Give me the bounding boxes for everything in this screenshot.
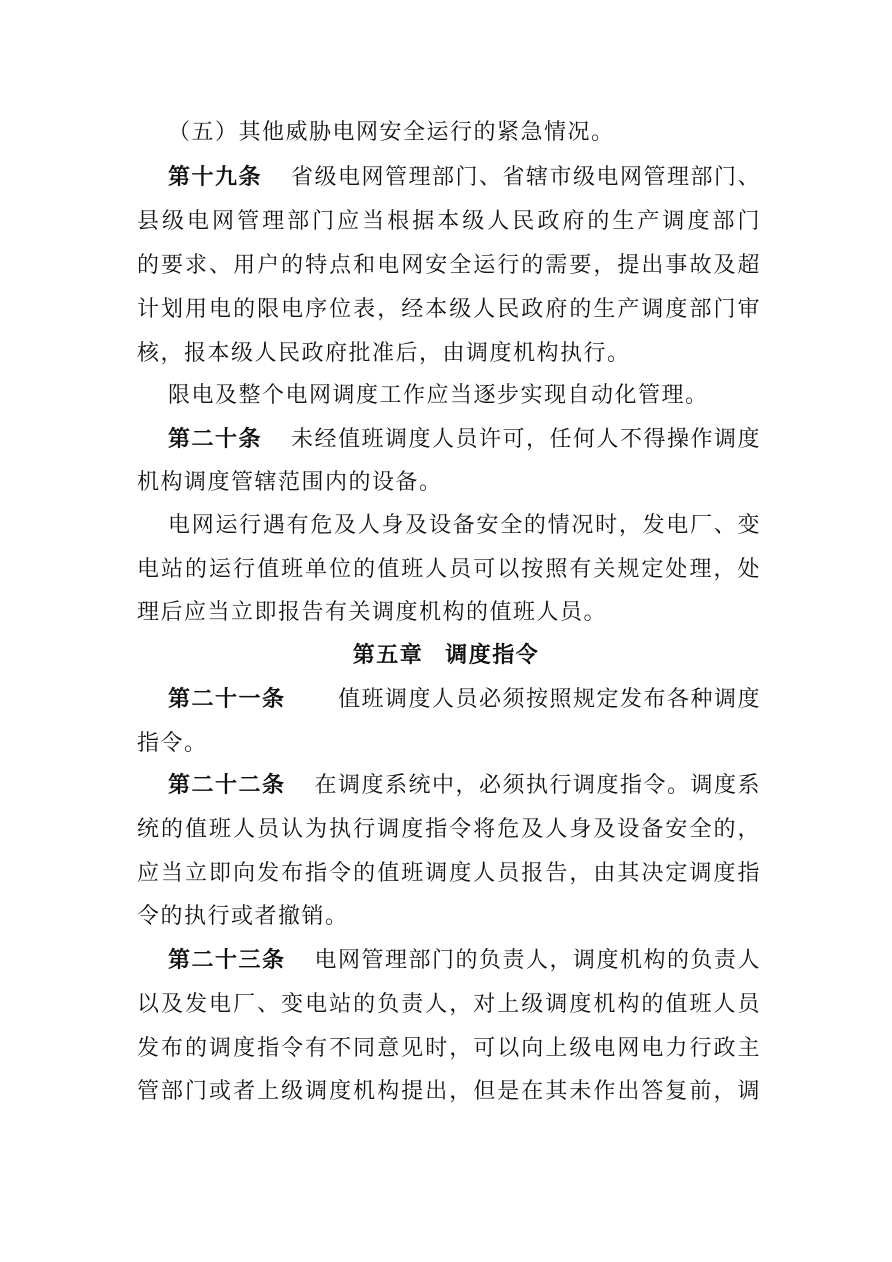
article-19-para-2: 限电及整个电网调度工作应当逐步实现自动化管理。 bbox=[168, 383, 709, 408]
article-23-text: 电网管理部门的负责人，调度机构的负责人 bbox=[314, 948, 761, 973]
article-22-line-3: 应当立即向发布指令的值班调度人员报告，由其决定调度指 bbox=[137, 861, 761, 886]
article-19-text: 省级电网管理部门、省辖市级电网管理部门、 bbox=[290, 165, 761, 190]
article-19-line-1 bbox=[168, 163, 761, 193]
article-22-label: 第二十二条 bbox=[168, 773, 286, 798]
article-19-line-2: 县级电网管理部门应当根据本级人民政府的生产调度部门 bbox=[137, 209, 761, 234]
item-5-line: （五）其他威胁电网安全运行的紧急情况。 bbox=[168, 120, 615, 145]
article-21-text: 值班调度人员必须按照规定发布各种调度 bbox=[337, 687, 761, 712]
chapter-5-heading bbox=[0, 641, 892, 671]
chapter-number: 第五章 bbox=[352, 643, 424, 668]
article-20-para-2-line-1: 电网运行遇有危及人身及设备安全的情况时，发电厂、变 bbox=[168, 513, 761, 538]
article-20-text: 未经值班调度人员许可，任何人不得操作调度 bbox=[290, 427, 761, 452]
article-19-line-3: 的要求、用户的特点和电网安全运行的需要，提出事故及超 bbox=[137, 253, 761, 278]
article-23-label: 第二十三条 bbox=[168, 948, 286, 973]
article-21-line-1 bbox=[168, 685, 761, 715]
article-22-line-1 bbox=[168, 771, 761, 801]
article-23-line-2: 以及发电厂、变电站的负责人，对上级调度机构的值班人员 bbox=[137, 992, 761, 1017]
article-20-label: 第二十条 bbox=[168, 427, 263, 452]
article-22-line-4: 令的执行或者撤销。 bbox=[137, 904, 349, 929]
article-19-line-4: 计划用电的限电序位表，经本级人民政府的生产调度部门审 bbox=[137, 297, 761, 322]
article-23-line-1 bbox=[168, 946, 761, 976]
article-22-line-2: 统的值班人员认为执行调度指令将危及人身及设备安全的， bbox=[137, 817, 761, 842]
article-20-para-2-line-2: 电站的运行值班单位的值班人员可以按照有关规定处理，处 bbox=[137, 557, 761, 582]
article-22-text: 在调度系统中，必须执行调度指令。调度系 bbox=[314, 773, 761, 798]
chapter-title: 调度指令 bbox=[445, 643, 540, 668]
article-21-label: 第二十一条 bbox=[168, 687, 286, 712]
article-19-label: 第十九条 bbox=[168, 165, 263, 190]
article-23-line-3: 发布的调度指令有不同意见时，可以向上级电网电力行政主 bbox=[137, 1036, 761, 1061]
article-20-para-2-line-3: 理后应当立即报告有关调度机构的值班人员。 bbox=[137, 600, 608, 625]
article-20-line-2: 机构调度管辖范围内的设备。 bbox=[137, 470, 443, 495]
article-23-line-4: 管部门或者上级调度机构提出，但是在其未作出答复前，调 bbox=[137, 1079, 761, 1104]
article-19-line-5: 核，报本级人民政府批准后，由调度机构执行。 bbox=[137, 341, 631, 366]
article-21-line-2: 指令。 bbox=[137, 731, 208, 756]
article-20-line-1 bbox=[168, 425, 761, 455]
